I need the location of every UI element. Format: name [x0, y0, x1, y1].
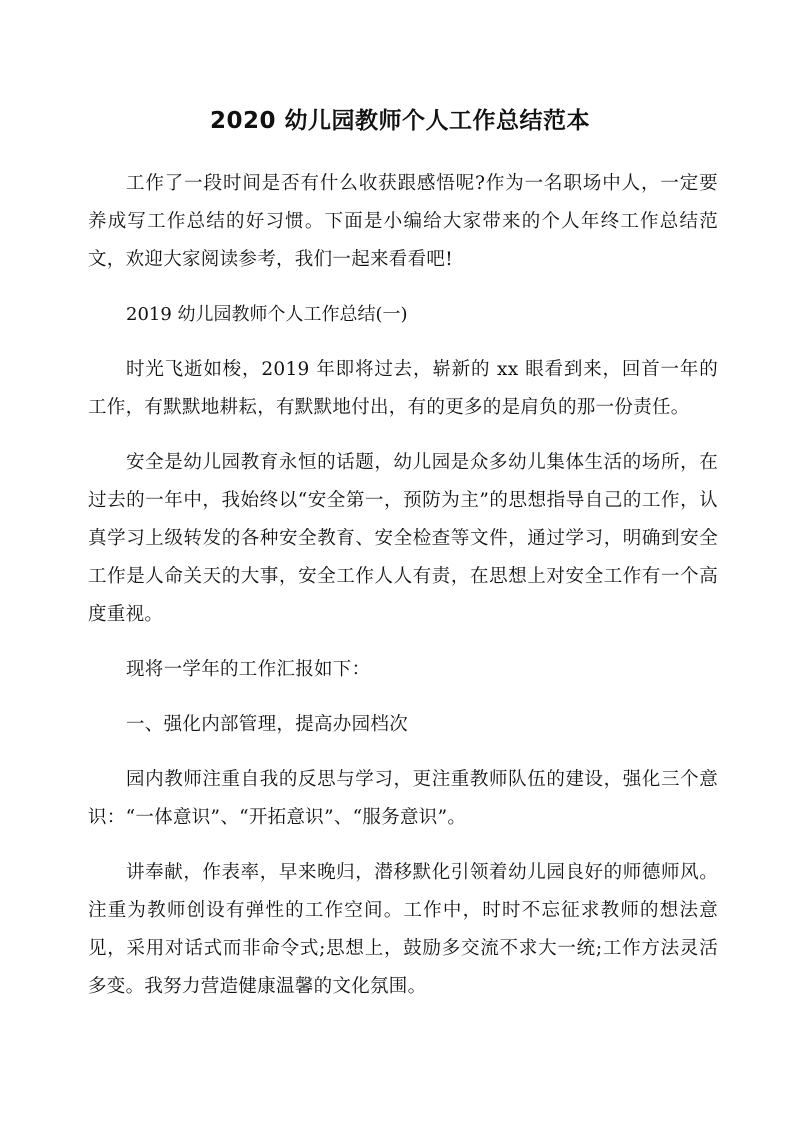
body-paragraph-5: 讲奉献，作表率，早来晚归，潜移默化引领着幼儿园良好的师德师风。注重为教师创设有弹性的工作空间。工作中，时时不忘征求教师的想法意见，采用对话式而非命令式;思想上，鼓励多交流不求大一统;工作方法灵活多变。我努力营造健康温馨的文化氛围。	[88, 862, 718, 997]
section-subtitle: 2019 幼儿园教师个人工作总结(一)	[126, 304, 408, 325]
body-paragraph-2: 安全是幼儿园教育永恒的话题，幼儿园是众多幼儿集体生活的场所，在过去的一年中，我始终以“安全第一，预防为主”的思想指导自己的工作，认真学习上级转发的各种安全教育、安全检查等文件，通过学习，明确到安全工作是人命关天的大事，安全工作人人有责，在思想上对安全工作有一个高度重视。	[88, 452, 718, 625]
body-paragraph-4: 园内教师注重自我的反思与学习，更注重教师队伍的建设，强化三个意识：“一体意识”、“开拓意识”、“服务意识”。	[88, 769, 718, 828]
body-paragraph-1: 时光飞逝如梭，2019 年即将过去，崭新的 xx 眼看到来，回首一年的工作，有默默地耕耘，有默默地付出，有的更多的是肩负的那一份责任。	[88, 359, 718, 418]
body-paragraph-3: 现将一学年的工作汇报如下：	[126, 659, 371, 680]
intro-paragraph: 工作了一段时间是否有什么收获跟感悟呢?作为一名职场中人，一定要养成写工作总结的好习惯。下面是小编给大家带来的个人年终工作总结范文，欢迎大家阅读参考，我们一起来看看吧!	[88, 173, 718, 270]
section-heading-1: 一、强化内部管理，提高办园档次	[126, 714, 409, 735]
document-title: 2020 幼儿园教师个人工作总结范本	[209, 108, 591, 134]
document-body	[88, 165, 718, 1023]
